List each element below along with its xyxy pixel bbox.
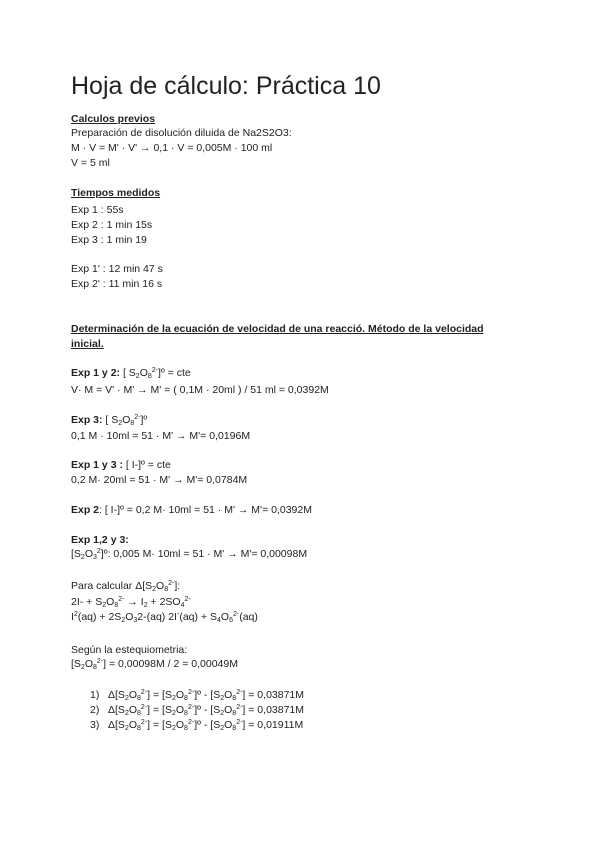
time-item: Exp 2 : 1 min 15s — [71, 219, 153, 231]
list-item: $\Delta[S_2O_8^{2-}]$ = $[S_2O_8^{2-}]º - [S_2O_8^{2-}] = 0,03871M$ — [108, 704, 305, 717]
time-item: Exp 1 : 55s — [71, 204, 124, 216]
list-item: $\Delta[S_2O_8^{2-}]$ = $[S_2O_8^{2-}]º - [S_2O_8^{2-}] = 0,03871M$ — [108, 689, 305, 702]
esteq-heading: Según la estequiometria: — [71, 644, 188, 656]
time-item: Exp 2' : 11 min 16 s — [71, 278, 163, 290]
esteq-calc: $[S_2O_8^{2-}] = 0,00098M / 2 = 0,00049M$ — [71, 658, 238, 671]
section-heading-previos: Calculos previos — [71, 113, 156, 125]
exp2-line: Exp 2: [ I-]º = 0,2 M· 10ml = 51 · M' → M'= 0,0392M — [71, 504, 312, 516]
time-item: Exp 3 : 1 min 19 — [71, 234, 147, 246]
page-title: Hoja de cálculo: Práctica 10 — [71, 72, 381, 100]
exp12-calc: V· M = V' · M' → M' = ( 0,1M · 20ml ) / 51 ml = 0,0392M — [71, 384, 329, 396]
list-number: 2) — [90, 704, 100, 716]
exp123-header: Exp 1,2 y 3: — [71, 534, 129, 546]
exp123-calc: $[S_2O_3^2]º$: 0,005 M· 10ml = 51 · M' → M'= 0,00098M — [71, 548, 308, 561]
list-number: 1) — [90, 689, 100, 701]
exp13-header: Exp 1 y 3 : [ I-]º = cte — [71, 459, 171, 471]
text-line: M · V = M' · V' → 0,1 · V = 0,005M · 100 ml — [71, 142, 273, 154]
section-heading-metodo: Determinación de la ecuación de velocidad de una reacció. Método de la velocidad — [71, 323, 484, 335]
reaction-equation-2: $I^2(aq) + 2S_2O_32-(aq) 2I^-(aq) + S_4O_6^{2-}(aq)$ — [71, 611, 258, 624]
reaction-equation-1: $2I- + S_2O_8^{2-} \to I_2 + 2SO_4^{2-}$ — [71, 596, 191, 609]
text-line: V = 5 ml — [71, 157, 110, 169]
text-line: Preparación de disolución diluida de Na2S2O3: — [71, 127, 292, 139]
list-item: $\Delta[S_2O_8^{2-}]$ = $[S_2O_8^{2-}]º - [S_2O_8^{2-}] = 0,01911M$ — [108, 719, 304, 732]
exp3-header: Exp 3: [ $S_2O_8^{2-}]º$ — [71, 414, 148, 427]
exp12-header: Exp 1 y 2: [ $S_2O_8^{2-}]º$ = cte — [71, 367, 191, 380]
calcular-line: Para calcular $\Delta[S_2O_8^{2-}]$: — [71, 580, 181, 593]
section-heading-tiempos: Tiempos medidos — [71, 187, 161, 199]
list-number: 3) — [90, 719, 100, 731]
section-heading-metodo-cont: inicial. — [71, 338, 104, 350]
exp13-calc: 0,2 M· 20ml = 51 · M' → M'= 0,0784M — [71, 474, 248, 486]
exp3-calc: 0,1 M · 10ml = 51 · M' → M'= 0,0196M — [71, 430, 251, 442]
time-item: Exp 1' : 12 min 47 s — [71, 263, 163, 275]
